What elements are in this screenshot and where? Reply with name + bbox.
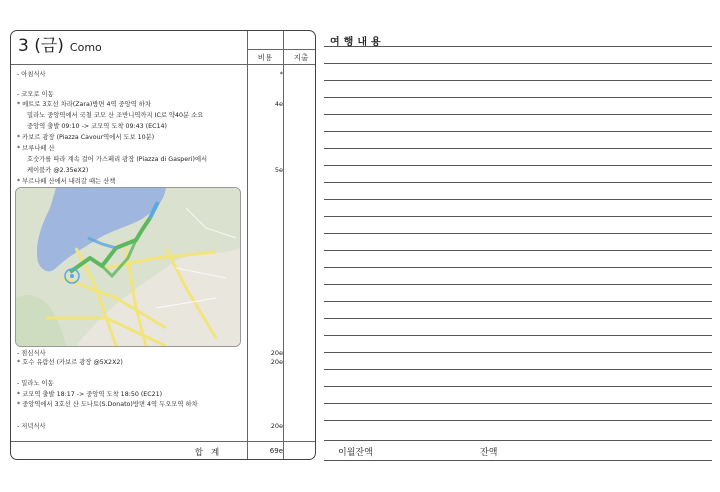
ruled-line [324, 148, 712, 149]
plan-entry: 중앙역 출발 09:10 -> 코모역 도착 09:43 (EC14) [27, 123, 167, 130]
total-label: 합계 [194, 448, 228, 458]
ruled-line [324, 284, 712, 285]
ruled-line [324, 114, 712, 115]
plan-entry: * 카보르 광장 (Piazza Cavour역에서 도보 10분) [17, 134, 155, 141]
ruled-line [324, 318, 712, 319]
cost-value: * [279, 70, 283, 78]
ruled-line [324, 233, 712, 234]
cost-value: 20e [270, 422, 283, 430]
daily-plan-panel [10, 30, 316, 460]
ruled-line [324, 403, 712, 404]
cost-value: 20e [270, 349, 283, 357]
ruled-line [324, 46, 712, 47]
ruled-line [324, 250, 712, 251]
spend-column-header: 지출 [293, 53, 309, 62]
city-name: Como [69, 41, 102, 54]
balance-label: 잔액 [480, 448, 498, 458]
map-graphic [16, 188, 240, 346]
cost-value: 4e [274, 100, 283, 108]
ruled-line [324, 335, 712, 336]
column-divider [283, 31, 284, 459]
plan-entry: * 코모역 출발 18:17 -> 중앙역 도착 18:50 (EC21) [17, 391, 163, 398]
plan-entry: * 브루나떼 산 [17, 145, 55, 152]
ruled-line [324, 460, 712, 461]
day-title [18, 36, 102, 58]
ruled-line [324, 182, 712, 183]
ruled-line [324, 386, 712, 387]
cost-value: 5e [274, 166, 283, 174]
plan-entry: * 중앙역에서 3호선 산 도나토(S.Donato)방면 4역 두오모역 하차 [17, 401, 198, 408]
header-top-line [247, 49, 315, 50]
ruled-line [324, 352, 712, 353]
total-value: 69e [269, 447, 283, 455]
plan-entry: 밀라노 중앙역에서 국철 코모 산 조반니역까지 IC로 약40분 소요 [27, 112, 204, 119]
plan-entry: - 저녁식사 [17, 423, 46, 430]
plan-entry: 케이블카 @2.35eX2) [27, 167, 89, 174]
plan-entry: - 점심식사 [17, 350, 46, 357]
column-divider [247, 31, 248, 459]
plan-entry: * 메트로 3호선 차라(Zara)방면 4역 중앙역 하차 [17, 101, 151, 108]
notes-title: 여행내용 [330, 37, 385, 48]
plan-entry: * 호수 유람선 (카보르 광장 @5X2X2) [17, 359, 123, 366]
ruled-line [324, 165, 712, 166]
plan-entry: - 밀라노 이동 [17, 380, 54, 387]
ruled-line [324, 97, 712, 98]
plan-entry: - 아침식사 [17, 71, 46, 78]
ruled-line [324, 80, 712, 81]
plan-entry: 호숫가를 따라 계속 걸어 가스페리 광장 (Piazza di Gasperi)에서 [27, 156, 208, 163]
como-route-map [15, 187, 241, 347]
ruled-line [324, 131, 712, 132]
ruled-line [324, 63, 712, 64]
ruled-line [324, 199, 712, 200]
carried-balance-label: 이월잔액 [338, 448, 373, 458]
travel-notes-panel [324, 30, 712, 460]
header-bottom-line [11, 64, 315, 65]
cost-value: 20e [270, 358, 283, 366]
ruled-line [324, 216, 712, 217]
ruled-line [324, 369, 712, 370]
total-line [11, 441, 315, 442]
ruled-line [324, 301, 712, 302]
ruled-line [324, 420, 712, 421]
plan-entry: * 부르나떼 산에서 내려갈 때는 산책 [17, 178, 116, 185]
ruled-line [324, 440, 712, 441]
plan-entry: - 코모로 이동 [17, 91, 54, 98]
day-label: 3 (금) [18, 36, 64, 56]
ruled-line [324, 267, 712, 268]
cost-column-header: 비용 [257, 53, 273, 62]
